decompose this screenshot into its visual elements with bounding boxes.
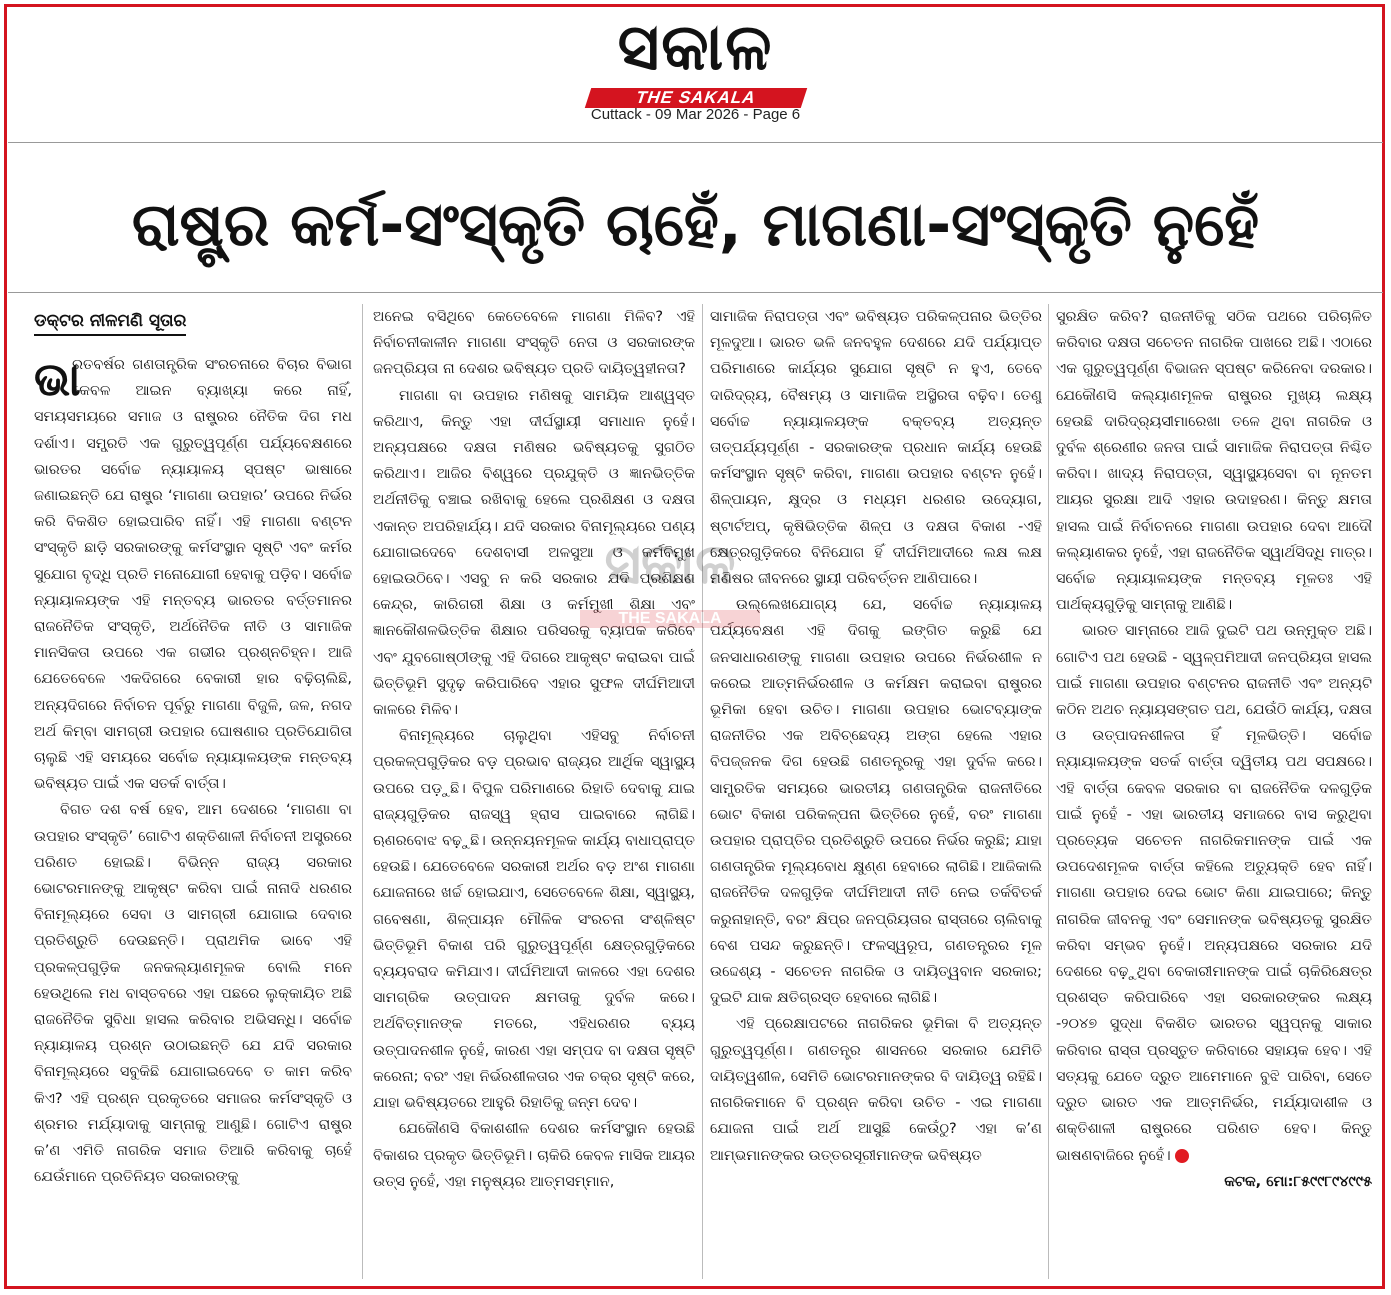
- article-paragraph: ଭାରତ ସାମ୍ନାରେ ଆଜି ଦୁଇଟି ପଥ ଉନ୍ମୁକ୍ତ ଅଛି। ଗୋଟିଏ ପଥ ହେଉଛି - ସ୍ୱଳ୍ପମିଆଦୀ ଜନପ୍ରିୟତା ହାସଲ ପାଇଁ ମାଗଣା ଉପହାର ବଣ୍ଟନର ରାଜନୀତି ଏବଂ ଅନ୍ୟଟି କଠିନ ଅଥଚ ନ୍ୟାୟସଙ୍ଗତ ପଥ, ଯେଉଁଠି କାର୍ଯ୍ୟ, ଦକ୍ଷତା ଓ ଉତ୍ପାଦନଶୀଳତା ହିଁ ମୂଳଭିତ୍ତି। ସର୍ବୋଚ୍ଚ ନ୍ୟାୟାଳୟଙ୍କ ସତର୍କ ବାର୍ତ୍ତା ଦ୍ୱିତୀୟ ପଥ ସପକ୍ଷରେ। ଏହି ବାର୍ତ୍ତା କେବଳ ସରକାର ବା ରାଜନୈତିକ ଦଳଗୁଡ଼ିକ ପାଇଁ ନୁହେଁ - ଏହା ଭାରତୀୟ ସମାଜରେ ବାସ କରୁଥିବା ପ୍ରତ୍ୟେକ ସଚେତନ ନାଗରିକମାନଙ୍କ ପାଇଁ ଏକ ଉପଦେଶମୂଳକ ବାର୍ତ୍ତା କହିଲେ ଅତ୍ୟୁକ୍ତି ହେବ ନାହିଁ। ମାଗଣା ଉପହାର ଦେଇ ଭୋଟ କିଣା ଯାଇପାରେ; କିନ୍ତୁ ନାଗରିକ ଜୀବନକୁ ଏବଂ ସେମାନଙ୍କ ଭବିଷ୍ୟତକୁ ସୁରକ୍ଷିତ କରିବା ସମ୍ଭବ ନୁହେଁ। ଅନ୍ୟପକ୍ଷରେ ସରକାର ଯଦି ଦେଶରେ ବଢ଼ୁଥିବା ବେକାରୀମାନଙ୍କ ପାଇଁ ଚାକିରିକ୍ଷେତ୍ର ପ୍ରଶସ୍ତ କରିପାରିବେ ଏହା ସରକାରଙ୍କର ଲକ୍ଷ୍ୟ -୨୦୪୭ ସୁଦ୍ଧା ବିକଶିତ ଭାରତର ସ୍ୱପ୍ନକୁ ସାକାର କରିବାର ରାସ୍ତା ପ୍ରସ୍ତୁତ କରିବାରେ ସହାୟକ ହେବ। ଏହି ସତ୍ୟକୁ ଯେତେ ଦ୍ରୁତ ଆମେମାନେ ବୁଝି ପାରିବା, ସେତେ ଦ୍ରୁତ ଭାରତ ଏକ ଆତ୍ମନିର୍ଭର, ମର୍ଯ୍ୟାଦାଶୀଳ ଓ ଶକ୍ତିଶାଳୀ ରାଷ୍ଟ୍ରରେ ପରିଣତ ହେବ। କିନ୍ତୁ ଭାଷଣବାଜିରେ ନୁହେଁ।: [1056, 623, 1372, 1164]
- column-divider: [1048, 304, 1049, 1279]
- article-paragraph: ମାଗଣା ବା ଉପହାର ମଣିଷକୁ ସାମୟିକ ଆଶ୍ୱସ୍ତ କରିଥାଏ, କିନ୍ତୁ ଏହା ଦୀର୍ଘସ୍ଥାୟୀ ସମାଧାନ ନୁହେଁ। ଅନ୍ୟପକ୍ଷରେ ଦକ୍ଷତା ମଣିଷର ଭବିଷ୍ୟତକୁ ସୁଗଠିତ କରିଥାଏ। ଆଜିର ବିଶ୍ୱରେ ପ୍ରଯୁକ୍ତି ଓ ଜ୍ଞାନଭିତ୍ତିକ ଅର୍ଥନୀତିକୁ ବଞ୍ଚାଇ ରଖିବାକୁ ହେଲେ ପ୍ରଶିକ୍ଷଣ ଓ ଦକ୍ଷତା ଏକାନ୍ତ ଅପରିହାର୍ଯ୍ୟ। ଯଦି ସରକାର ବିନାମୂଲ୍ୟରେ ପଣ୍ୟ ଯୋଗାଇଦେବେ ଦେଶବାସୀ ଅଳସୁଆ ଓ କର୍ମବିମୁଖ ହୋଇଉଠିବେ। ଏସବୁ ନ କରି ସରକାର ଯଦି ପ୍ରଶିକ୍ଷଣ କେନ୍ଦ୍ର, କାରିଗରୀ ଶିକ୍ଷା ଓ କର୍ମମୁଖୀ ଶିକ୍ଷା ଏବଂ ଜ୍ଞାନକୌଶଳଭିତ୍ତିକ ଶିକ୍ଷାର ପରିସରକୁ ବ୍ୟାପକ କରିବେ ଏବଂ ଯୁବଗୋଷ୍ଠୀଙ୍କୁ ଏହି ଦିଗରେ ଆକୃଷ୍ଟ କରାଇବା ପାଇଁ ଭିତ୍ତିଭୂମି ସୁଦୃଢ଼ କରିପାରିବେ ଏହାର ସୁଫଳ ଦୀର୍ଘମିଆଦୀ କାଳରେ ମିଳିବ।: [373, 387, 695, 719]
- article-paragraph: ଭା ରତବର୍ଷର ଗଣତାନ୍ତ୍ରିକ ସଂରଚନାରେ ବିଚାର ବିଭାଗ କେବଳ ଆଇନ ବ୍ୟାଖ୍ୟା କରେ ନାହିଁ, ସମୟସମୟରେ ସମାଜ ଓ ରାଷ୍ଟ୍ରର ନୈତିକ ଦିଗ ମଧ ଦର୍ଶାଏ। ସମ୍ପ୍ରତି ଏକ ଗୁରୁତ୍ୱପୂର୍ଣ୍ଣ ପର୍ଯ୍ୟବେକ୍ଷଣରେ ଭାରତର ସର୍ବୋଚ୍ଚ ନ୍ୟାୟାଳୟ ସ୍ପଷ୍ଟ ଭାଷାରେ ଜଣାଇଛନ୍ତି ଯେ ରାଷ୍ଟ୍ର ‘ମାଗଣା ଉପହାର’ ଉପରେ ନିର୍ଭର କରି ବିକଶିତ ହୋଇପାରିବ ନାହିଁ। ଏହି ମାଗଣା ବଣ୍ଟନ ସଂସ୍କୃତି ଛାଡ଼ି ସରକାରଙ୍କୁ କର୍ମସଂସ୍ଥାନ ସୃଷ୍ଟି ଏବଂ କର୍ମର ସୁଯୋଗ ବୃଦ୍ଧି ପ୍ରତି ମନୋଯୋଗୀ ହେବାକୁ ପଡ଼ିବ। ସର୍ବୋଚ୍ଚ ନ୍ୟାୟାଳୟଙ୍କ ଏହି ମନ୍ତବ୍ୟ ଭାରତର ବର୍ତ୍ତମାନର ରାଜନୈତିକ ସଂସ୍କୃତି, ଅର୍ଥନୈତିକ ନୀତି ଓ ସାମାଜିକ ମାନସିକତା ଉପରେ ଏକ ଗଭୀର ପ୍ରଶ୍ନଚିହ୍ନ। ଆଜି ଯେତେବେଳେ ଏକଦିଗରେ ବେକାରୀ ହାର ବଢ଼ିଚାଲିଛି, ଅନ୍ୟଦିଗରେ ନିର୍ବାଚନ ପୂର୍ବରୁ ମାଗଣା ବିଜୁଳି, ଜଳ, ନଗଦ ଅର୍ଥ କିମ୍ବା ସାମଗ୍ରୀ ଉପହାର ଘୋଷଣାର ପ୍ରତିଯୋଗିତା ଚାଲୁଛି ଏହି ସମୟରେ ସର୍ବୋଚ୍ଚ ନ୍ୟାୟାଳୟଙ୍କ ମନ୍ତବ୍ୟ ଭବିଷ୍ୟତ ପାଇଁ ଏକ ସତର୍କ ବାର୍ତ୍ତା।: [34, 352, 352, 793]
- article-paragraph: ଯେକୌଣସି ବିକାଶଶୀଳ ଦେଶର କର୍ମସଂସ୍ଥାନ ହେଉଛି ବିକାଶର ପ୍ରକୃତ ଭିତ୍ତିଭୂମି। ଚାକିରି କେବଳ ମାସିକ ଆୟର ଉତ୍ସ ନୁହେଁ, ଏହା ମନୁଷ୍ୟର ଆତ୍ମସମ୍ମାନ,: [373, 1121, 695, 1190]
- column-divider: [702, 304, 703, 1279]
- dateline: Cuttack - 09 Mar 2026 - Page 6: [590, 106, 801, 123]
- article-byline: ଡକ୍ଟର ନୀଳମଣି ସୂତାର: [34, 308, 186, 336]
- article-headline: ରାଷ୍ଟ୍ର କର୍ମ-ସଂସ୍କୃତି ଚାହେଁ, ମାଗଣା-ସଂସ୍କୃତି ନୁହେଁ: [131, 190, 1260, 260]
- logo-text: ସକାଳ: [617, 11, 774, 85]
- article-column-3: [710, 304, 1042, 1279]
- article-paragraph: ସୁରକ୍ଷିତ କରିବ? ରାଜନୀତିକୁ ସଠିକ ପଥରେ ପରିଚାଳିତ କରିବାର ଦକ୍ଷତା ସଚେତନ ନାଗରିକ ପାଖରେ ଅଛି। ଏଠାରେ ଏକ ଗୁରୁତ୍ୱପୂର୍ଣ୍ଣ ବିଭାଜନ ସ୍ପଷ୍ଟ କରିନେବା ଦରକାର। ଯେକୌଣସି କଲ୍ୟାଣମୂଳକ ରାଷ୍ଟ୍ରର ମୁଖ୍ୟ ଲକ୍ଷ୍ୟ ହେଉଛି ଦାରିଦ୍ର୍ୟସୀମାରେଖା ତଳେ ଥିବା ନାଗରିକ ଓ ଦୁର୍ବଳ ଶ୍ରେଣୀର ଜନତା ପାଇଁ ସାମାଜିକ ନିରାପତ୍ତା ନିଶ୍ଚିତ କରିବା। ଖାଦ୍ୟ ନିରାପତ୍ତା, ସ୍ୱାସ୍ଥ୍ୟସେବା ବା ନୂନତମ ଆୟର ସୁରକ୍ଷା ଆଦି ଏହାର ଉଦାହରଣ। କିନ୍ତୁ କ୍ଷମତା ହାସଲ ପାଇଁ ନିର୍ବାଚନରେ ମାଗଣା ଉପହାର ଦେବା ଆଦୌ କଲ୍ୟାଣକର ନୁହେଁ, ଏହା ରାଜନୈତିକ ସ୍ୱାର୍ଥସିଦ୍ଧି ମାତ୍ର। ସର୍ବୋଚ୍ଚ ନ୍ୟାୟାଳୟଙ୍କ ମନ୍ତବ୍ୟ ମୂଳତଃ ଏହି ପାର୍ଥକ୍ୟଗୁଡ଼ିକୁ ସାମ୍ନାକୁ ଆଣିଛି।: [1056, 309, 1372, 614]
- article-column-2: [373, 304, 695, 1279]
- masthead: [0, 6, 1391, 107]
- watermark-band: THE SAKALA: [580, 610, 760, 628]
- article-paragraph: ସାମାଜିକ ନିରାପତ୍ତା ଏବଂ ଭବିଷ୍ୟତ ପରିକଳ୍ପନାର ଭିତ୍ତିର ମୂଳଦୁଆ। ଭାରତ ଭଳି ଜନବହୁଳ ଦେଶରେ ଯଦି ପର୍ଯ୍ୟାପ୍ତ ପରିମାଣରେ କାର୍ଯ୍ୟର ସୁଯୋଗ ସୃଷ୍ଟି ନ ହୁଏ, ତେବେ ଦାରିଦ୍ର୍ୟ, ବୈଷମ୍ୟ ଓ ସାମାଜିକ ଅସ୍ଥିରତା ବଢ଼ିବ। ତେଣୁ ସର୍ବୋଚ୍ଚ ନ୍ୟାୟାଳୟଙ୍କ ବକ୍ତବ୍ୟ ଅତ୍ୟନ୍ତ ତାତ୍ପର୍ଯ୍ୟପୂର୍ଣ୍ଣ - ସରକାରଙ୍କ ପ୍ରଧାନ କାର୍ଯ୍ୟ ହେଉଛି କର୍ମସଂସ୍ଥାନ ସୃଷ୍ଟି କରିବା, ମାଗଣା ଉପହାର ବଣ୍ଟନ ନୁହେଁ। ଶିଳ୍ପାୟନ, କ୍ଷୁଦ୍ର ଓ ମଧ୍ୟମ ଧରଣର ଉଦ୍ୟୋଗ, ଷ୍ଟାର୍ଟଅପ୍, କୃଷିଭିତ୍ତିକ ଶିଳ୍ପ ଓ ଦକ୍ଷତା ବିକାଶ -ଏହି କ୍ଷେତ୍ରଗୁଡ଼ିକରେ ବିନିଯୋଗ ହିଁ ଦୀର୍ଘମିଆଦୀରେ ଲକ୍ଷ ଲକ୍ଷ ମଣିଷର ଜୀବନରେ ସ୍ଥାୟୀ ପରିବର୍ତ୍ତନ ଆଣିପାରେ।: [710, 309, 1042, 588]
- article-paragraph: ଅନେଇ ବସିଥିବେ କେତେବେଳେ ମାଗଣା ମିଳିବ? ଏହି ନିର୍ବାଚନୀକାଳୀନ ମାଗଣା ସଂସ୍କୃତି ନେତା ଓ ସରକାରଙ୍କ ଜନପ୍ରିୟତା ନା ଦେଶର ଭବିଷ୍ୟତ ପ୍ରତି ଦାୟିତ୍ୱହୀନତା?: [373, 309, 695, 378]
- watermark-text: ସକାଳ: [604, 532, 736, 597]
- drop-cap: ଭା: [34, 352, 81, 406]
- sakala-logo: [556, 6, 836, 107]
- article-paragraph: ଏହି ପ୍ରେକ୍ଷାପଟରେ ନାଗରିକର ଭୂମିକା ବି ଅତ୍ୟନ୍ତ ଗୁରୁତ୍ୱପୂର୍ଣ୍ଣ। ଗଣତନ୍ତ୍ର ଶାସନରେ ସରକାର ଯେମିତି ଦାୟିତ୍ୱଶୀଳ, ସେମିତି ଭୋଟରମାନଙ୍କର ବି ଦାୟିତ୍ୱ ରହିଛି। ନାଗରିକମାନେ ବି ପ୍ରଶ୍ନ କରିବା ଉଚିତ - ଏଇ ମାଗଣା ଯୋଜନା ପାଇଁ ଅର୍ଥ ଆସୁଛି କେଉଁଠୁ? ଏହା କ’ଣ ଆମ୍ଭମାନଙ୍କର ଉତ୍ତରସୂରୀମାନଙ୍କ ଭବିଷ୍ୟତ: [710, 1016, 1042, 1164]
- article-paragraph: ବିଗତ ଦଶ ବର୍ଷ ହେବ, ଆମ ଦେଶରେ ‘ମାଗଣା ବା ଉପହାର ସଂସ୍କୃତି’ ଗୋଟିଏ ଶକ୍ତିଶାଳୀ ନିର୍ବାଚନୀ ଅସ୍ତ୍ରରେ ପରିଣତ ହୋଇଛି। ବିଭିନ୍ନ ରାଜ୍ୟ ସରକାର ଭୋଟରମାନଙ୍କୁ ଆକୃଷ୍ଟ କରିବା ପାଇଁ ନାନାଦି ଧରଣର ବିନାମୂଲ୍ୟରେ ସେବା ଓ ସାମଗ୍ରୀ ଯୋଗାଇ ଦେବାର ପ୍ରତିଶ୍ରୁତି ଦେଉଛନ୍ତି। ପ୍ରାଥମିକ ଭାବେ ଏହି ପ୍ରକଳ୍ପଗୁଡ଼ିକ ଜନକଲ୍ୟାଣମୂଳକ ବୋଲି ମନେ ହେଉଥିଲେ ମଧ ବାସ୍ତବରେ ଏହା ପଛରେ ଲୁକ୍କାୟିତ ଅଛି ରାଜନୈତିକ ସୁବିଧା ହାସଲ କରିବାର ଅଭିସନ୍ଧି। ସର୍ବୋଚ୍ଚ ନ୍ୟାୟାଳୟ ପ୍ରଶ୍ନ ଉଠାଇଛନ୍ତି ଯେ ଯଦି ସରକାର ବିନାମୂଲ୍ୟରେ ସବୁକିଛି ଯୋଗାଇଦେବେ ତ କାମ କରିବ କିଏ? ଏହି ପ୍ରଶ୍ନ ପ୍ରକୃତରେ ସମାଜର କର୍ମସଂସ୍କୃତି ଓ ଶ୍ରମର ମର୍ଯ୍ୟାଦାକୁ ସାମ୍ନାକୁ ଆଣୁଛି। ଗୋଟିଏ ରାଷ୍ଟ୍ର କ’ଣ ଏମିତି ନାଗରିକ ସମାଜ ତିଆରି କରିବାକୁ ଚାହେଁ ଯେଉଁମାନେ ପ୍ରତିନିୟତ ସରକାରଙ୍କୁ: [34, 802, 352, 1186]
- article-column-4: [1056, 304, 1372, 1279]
- logo-band: THE SAKALA: [584, 88, 806, 108]
- column-divider: [362, 304, 363, 1279]
- end-dot-icon: [1175, 1149, 1189, 1163]
- masthead-divider: [8, 142, 1383, 143]
- article-paragraph: ବିନାମୂଲ୍ୟରେ ଚାଲୁଥିବା ଏହିସବୁ ନିର୍ବାଚନୀ ପ୍ରକଳ୍ପଗୁଡ଼ିକର ବଡ଼ ପ୍ରଭାବ ରାଜ୍ୟର ଆର୍ଥିକ ସ୍ୱାସ୍ଥ୍ୟ ଉପରେ ପଡ଼ୁଛି। ବିପୁଳ ପରିମାଣରେ ରିହାତି ଦେବାକୁ ଯାଇ ରାଜ୍ୟଗୁଡ଼ିକର ରାଜସ୍ୱ ହ୍ରାସ ପାଇବାରେ ଲାଗିଛି। ଋଣରବୋଝ ବଢ଼ୁଛି। ଉନ୍ନୟନମୂଳକ କାର୍ଯ୍ୟ ବାଧାପ୍ରାପ୍ତ ହେଉଛି। ଯେତେବେଳେ ସରକାରୀ ଅର୍ଥର ବଡ଼ ଅଂଶ ମାଗଣା ଯୋଜନାରେ ଖର୍ଚ୍ଚ ହୋଇଯାଏ, ସେତେବେଳେ ଶିକ୍ଷା, ସ୍ୱାସ୍ଥ୍ୟ, ଗବେଷଣା, ଶିଳ୍ପାୟନ ମୌଳିକ ସଂରଚନା ସଂଶ୍ଳିଷ୍ଟ ଭିତ୍ତିଭୂମି ବିକାଶ ପରି ଗୁରୁତ୍ୱପୂର୍ଣ୍ଣ କ୍ଷେତ୍ରଗୁଡ଼ିକରେ ବ୍ୟୟବରାଦ କମିଯାଏ। ଦୀର୍ଘମିଆଦୀ କାଳରେ ଏହା ଦେଶର ସାମଗ୍ରିକ ଉତ୍ପାଦନ କ୍ଷମତାକୁ ଦୁର୍ବଳ କରେ। ଅର୍ଥବିତ୍‌ମାନଙ୍କ ମତରେ, ଏହିଧରଣର ବ୍ୟୟ ଉତ୍ପାଦନଶୀଳ ନୁହେଁ, କାରଣ ଏହା ସମ୍ପଦ ବା ଦକ୍ଷତା ସୃଷ୍ଟି କରେନା; ବରଂ ଏହା ନିର୍ଭରଶୀଳତାର ଏକ ଚକ୍ର ସୃଷ୍ଟି କରେ, ଯାହା ଭବିଷ୍ୟତରେ ଆହୁରି ରିହାତିକୁ ଜନ୍ମ ଦେବ।: [373, 728, 695, 1112]
- article-paragraph: ଉଲ୍ଲେଖଯୋଗ୍ୟ ଯେ, ସର୍ବୋଚ୍ଚ ନ୍ୟାୟାଳୟ ପର୍ଯ୍ୟବେକ୍ଷଣ ଏହି ଦିଗକୁ ଇଙ୍ଗିତ କରୁଛି ଯେ ଜନସାଧାରଣଙ୍କୁ ମାଗଣା ଉପହାର ଉପରେ ନିର୍ଭରଶୀଳ ନ କରେଇ ଆତ୍ମନିର୍ଭରଶୀଳ ଓ କର୍ମକ୍ଷମ କରାଇବା ରାଷ୍ଟ୍ରର ଭୂମିକା ହେବା ଉଚିତ। ମାଗଣା ଉପହାର ଭୋଟବ୍ୟାଙ୍କ ରାଜନୀତିର ଏକ ଅବିଚ୍ଛେଦ୍ୟ ଅଙ୍ଗ ହେଲେ ଏହାର ବିପଜ୍ଜନକ ଦିଗ ହେଉଛି ଗଣତନ୍ତ୍ରକୁ ଏହା ଦୁର୍ବଳ କରେ। ସାମ୍ପ୍ରତିକ ସମୟରେ ଭାରତୀୟ ଗଣତାନ୍ତ୍ରିକ ରାଜନୀତିରେ ଭୋଟ ବିକାଶ ପରିକଳ୍ପନା ଭିତ୍ତିରେ ନୁହେଁ, ବରଂ ମାଗଣା ଉପହାର ପ୍ରାପ୍ତିର ପ୍ରତିଶ୍ରୁତି ଉପରେ ନିର୍ଭର କରୁଛି; ଯାହା ଗଣତାନ୍ତ୍ରିକ ମୂଲ୍ୟବୋଧ କ୍ଷୁଣ୍ଣ ହେବାରେ ଲାଗିଛି। ଆଜିକାଲି ରାଜନୈତିକ ଦଳଗୁଡ଼ିକ ଦୀର୍ଘମିଆଦୀ ନୀତି ନେଇ ତର୍କବିତର୍କ କରୁନାହାନ୍ତି, ବରଂ କ୍ଷିପ୍ର ଜନପ୍ରିୟତାର ରାସ୍ତାରେ ଚାଲିବାକୁ ବେଶ ପସନ୍ଦ କରୁଛନ୍ତି। ଫଳସ୍ୱରୂପ, ଗଣତନ୍ତ୍ରର ମୂଳ ଉଦ୍ଦେଶ୍ୟ - ସଚେତନ ନାଗରିକ ଓ ଦାୟିତ୍ୱବାନ ସରକାର; ଦୁଇଟି ଯାକ କ୍ଷତିଗ୍ରସ୍ତ ହେବାରେ ଲାଗିଛି।: [710, 597, 1042, 1007]
- article-column-1: [34, 304, 352, 1279]
- author-signature: କଟକ, ମୋ:୮୫୯୯୮୯୪୯୯୫: [1224, 1173, 1372, 1190]
- headline-divider: [8, 292, 1383, 293]
